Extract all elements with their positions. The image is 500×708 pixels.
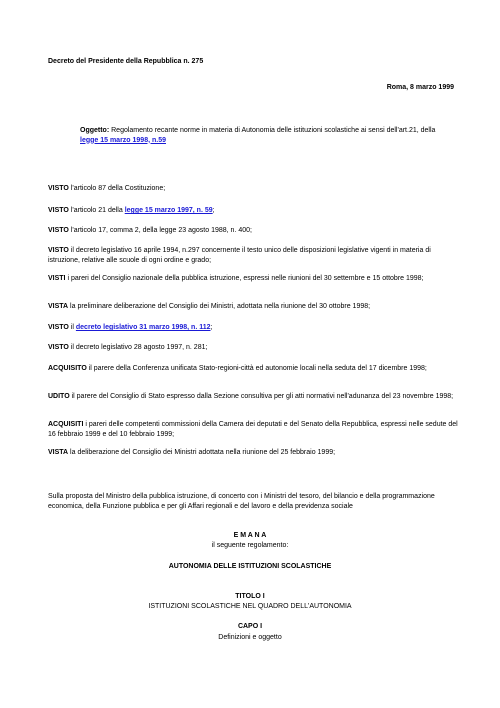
titolo-heading: TITOLO I [235, 593, 265, 600]
vista-delibera-preliminare: VISTA la preliminare deliberazione del Consiglio dei Ministri, adottata nella riunione del 30 ottobre 1998; [48, 303, 371, 310]
udito-parere-consiglio-stato: UDITO il parere del Consiglio di Stato espresso dalla Sezione consultiva per gli atti normativi nell'adunanza del 23 novembre 1998; [48, 393, 454, 400]
titolo-subheading: ISTITUZIONI SCOLASTICHE NEL QUADRO DELL'AUTONOMIA [148, 603, 352, 610]
capo-heading: CAPO I [237, 623, 263, 630]
legge-15-marzo-link[interactable]: legge 15 marzo 1997, n. 59 [124, 207, 213, 214]
acquisito-parere-conferenza: ACQUISITO il parere della Conferenza unificata Stato-regioni-città ed autonomie locali nella seduta del 17 dicembre 1998; [48, 365, 427, 372]
visto-dlgs-297: VISTO il decreto legislativo 16 aprile 1994, n.297 concernente il testo unico delle disposizioni legislative vigenti in materia di istruzione, relative alle scuole di ogni ordine e grado; [48, 247, 431, 264]
dlgs-112-link[interactable]: decreto legislativo 31 marzo 1998, n. 112 [75, 324, 211, 331]
vista-delibera-consiglio: VISTA la deliberazione del Consiglio dei Ministri adottata nella riunione del 25 febbraio 1999; [48, 449, 336, 456]
capo-subheading: Definizioni e oggetto [218, 634, 282, 641]
acquisiti-pareri-commissioni: ACQUISITI i pareri delle competenti commissioni della Camera dei deputati e del Senato della Repubblica, espressi nelle sedute del 16 febbraio 1999 e del 10 febbraio 1999; [48, 421, 458, 438]
visto-legge-59: VISTO l'articolo 21 della legge 15 marzo 1997, n. 59; [48, 207, 215, 214]
proposta-paragraph: Sulla proposta del Ministro della pubblica istruzione, di concerto con i Ministri del tesoro, del bilancio e della programmazione economica, della Funzione pubblica e per gli Affari regionali e del lavoro e della previdenza sociale [48, 493, 435, 510]
decree-title: Decreto del Presidente della Repubblica n. 275 [48, 58, 204, 65]
seguente-regolamento: il seguente regolamento: [211, 542, 289, 549]
visto-dlgs-112: VISTO il decreto legislativo 31 marzo 1998, n. 112; [48, 324, 213, 331]
legge-59-link[interactable]: legge 15 marzo 1998, n.59 [80, 136, 166, 144]
visti-pareri-cnpi: VISTI i pareri del Consiglio nazionale della pubblica istruzione, espressi nelle riunioni del 30 settembre e 15 ottobre 1998; [48, 275, 424, 282]
emana-heading: E M A N A [233, 532, 267, 539]
visto-dlgs-281: VISTO il decreto legislativo 28 agosto 1997, n. 281; [48, 344, 208, 351]
autonomia-heading: AUTONOMIA DELLE ISTITUZIONI SCOLASTICHE [168, 563, 332, 570]
decree-date: Roma, 8 marzo 1999 [386, 84, 454, 91]
oggetto-block: Oggetto: Regolamento recante norme in materia di Autonomia delle istituzioni scolastiche ai sensi dell'art.21, della legge 15 marzo 1998, n.59 [80, 127, 436, 144]
visto-legge-400: VISTO l'articolo 17, comma 2, della legge 23 agosto 1988, n. 400; [48, 227, 252, 234]
visto-costituzione: VISTO l'articolo 87 della Costituzione; [48, 185, 166, 192]
